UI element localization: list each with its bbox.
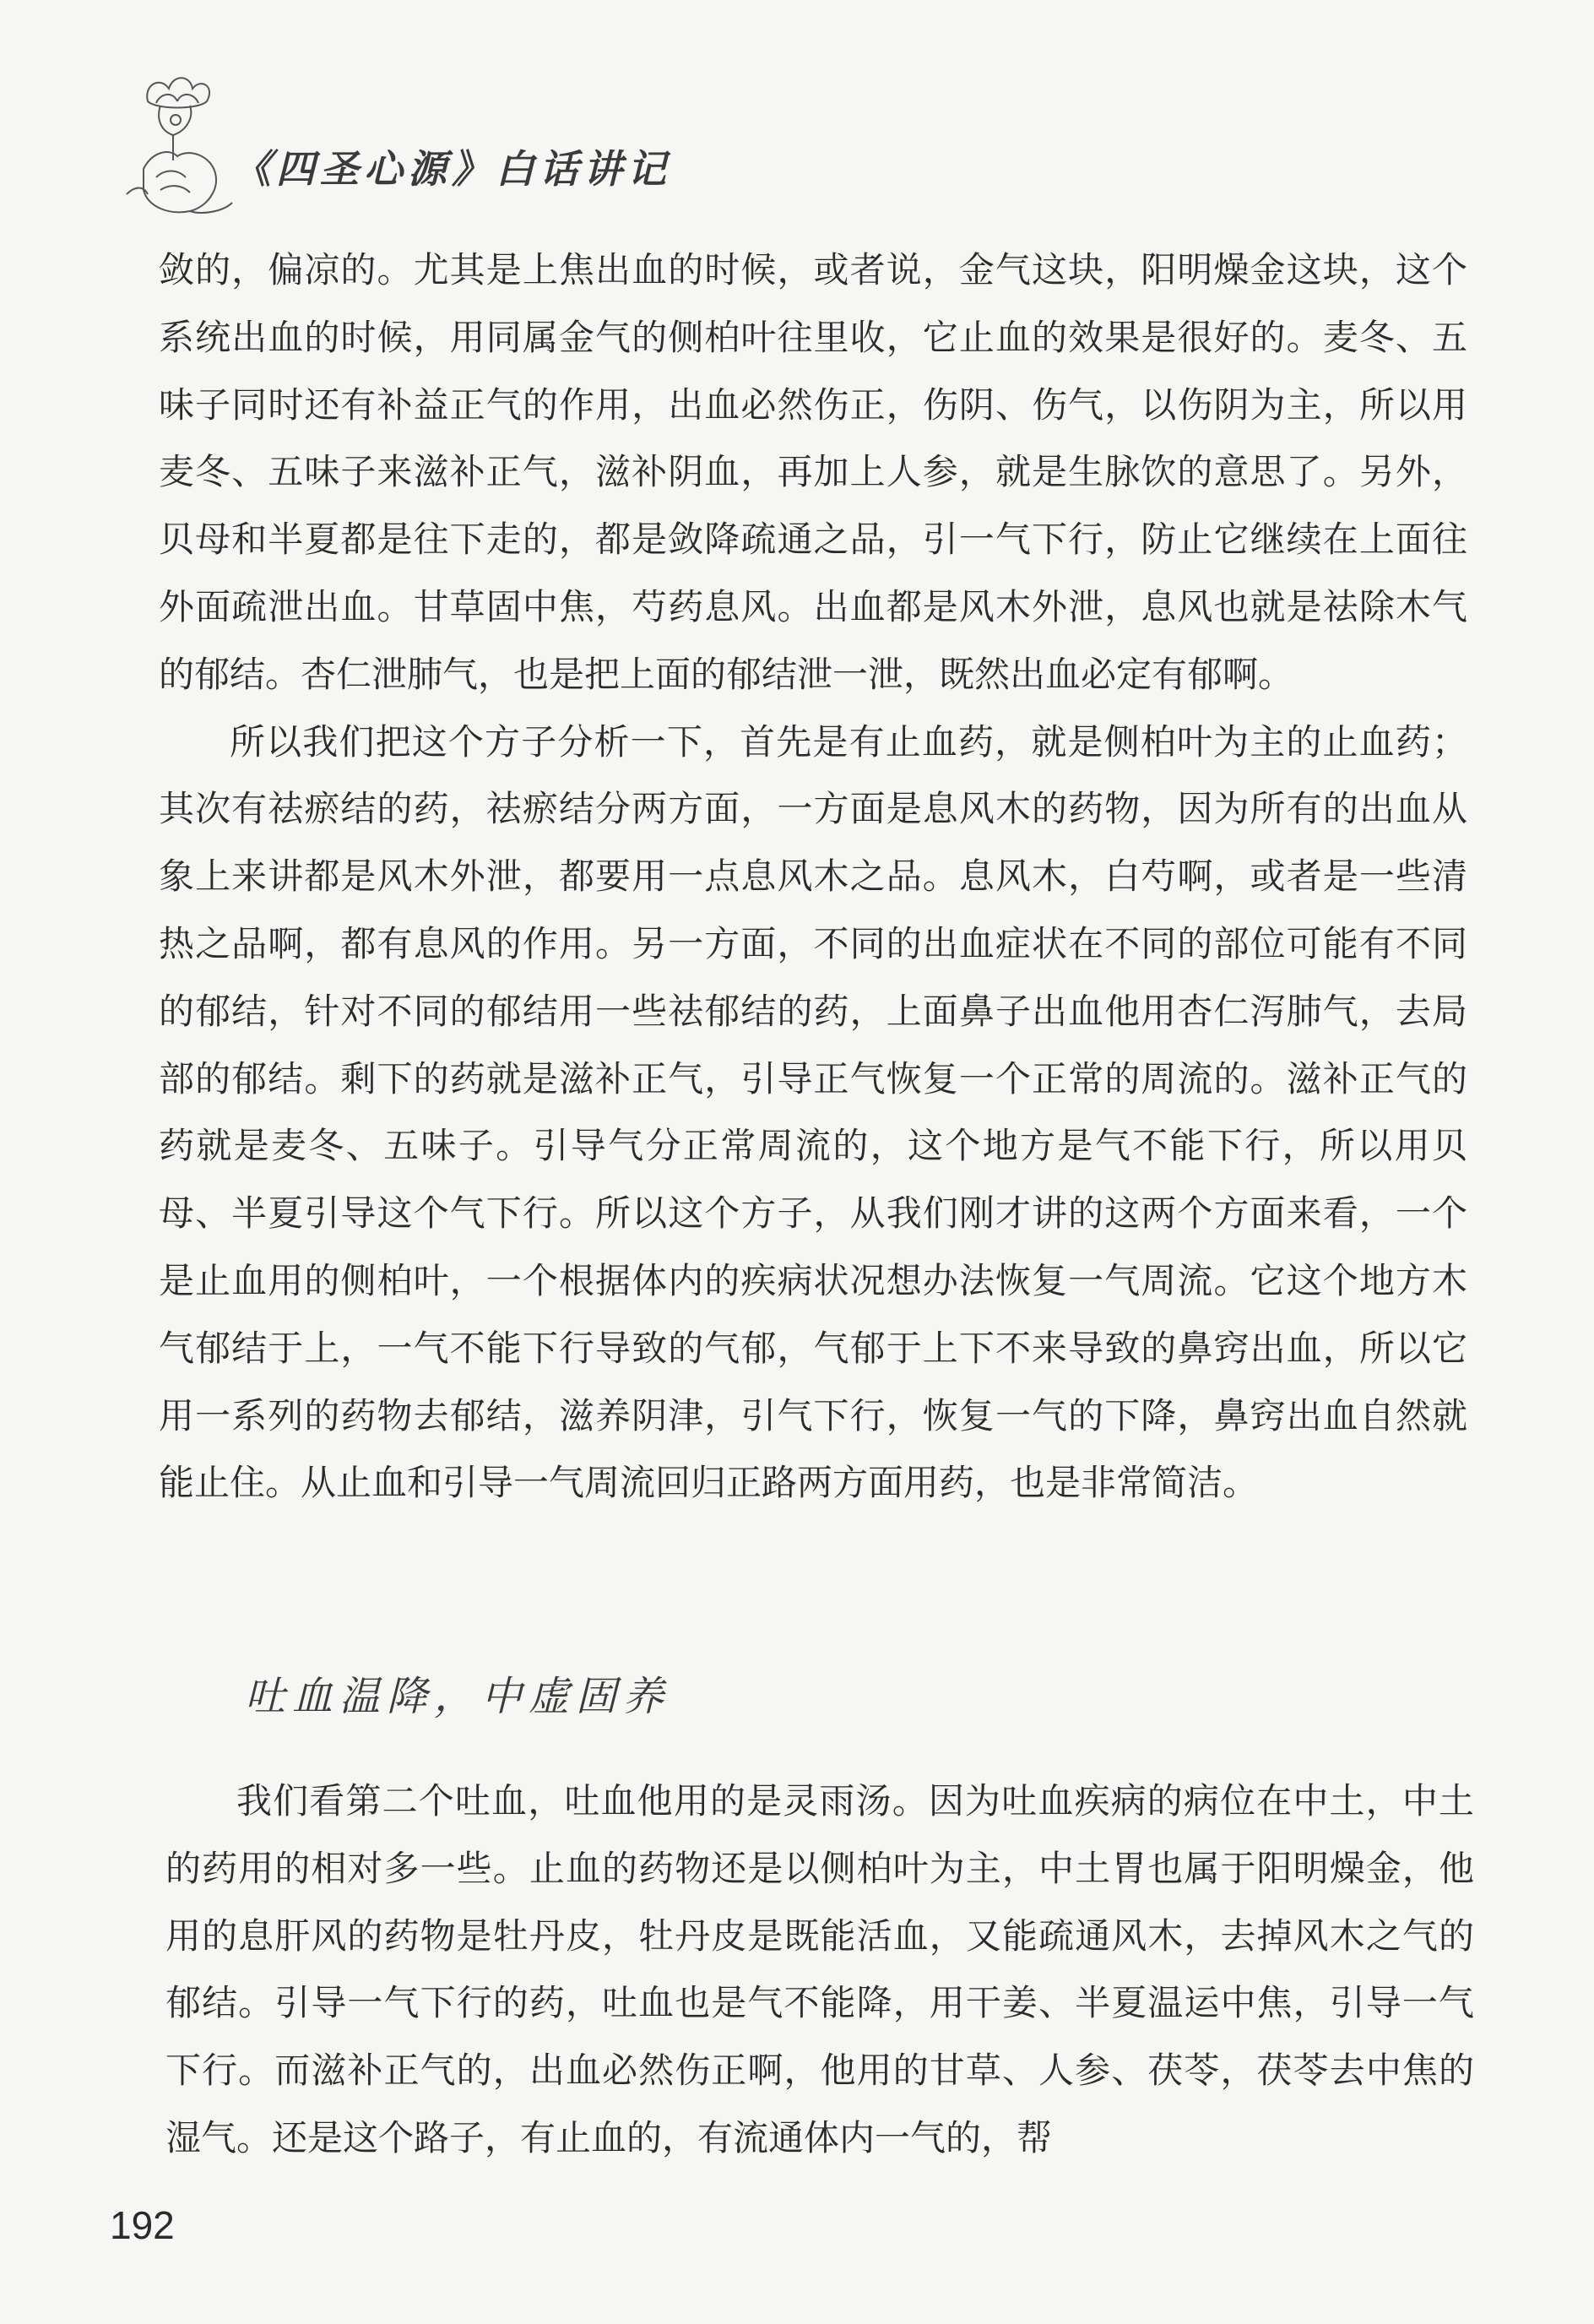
page-number: 192 [110, 2203, 175, 2247]
section-heading: 吐血温降，中虚固养 [245, 1673, 671, 1720]
body-text-block-1 [159, 236, 1467, 1517]
lotus-hand-icon [110, 68, 236, 228]
paragraph-2: 所以我们把这个方子分析一下，首先是有止血药，就是侧柏叶为主的止血药；其次有祛瘀结的药，祛瘀结分两方面，一方面是息风木的药物，因为所有的出血从象上来讲都是风木外泄，都要用一点息风木之品。息风木，白芍啊，或者是一些清热之品啊，都有息风的作用。另一方面，不同的出血症状在不同的部位可能有不同的郁结，针对不同的郁结用一些祛郁结的药，上面鼻子出血他用杏仁泻肺气，去局部的郁结。剩下的药就是滋补正气，引导正气恢复一个正常的周流的。滋补正气的药就是麦冬、五味子。引导气分正常周流的，这个地方是气不能下行，所以用贝母、半夏引导这个气下行。所以这个方子，从我们刚才讲的这两个方面来看，一个是止血用的侧柏叶，一个根据体内的疾病状况想办法恢复一气周流。它这个地方木气郁结于上，一气不能下行导致的气郁，气郁于上下不来导致的鼻窍出血，所以它用一系列的药物去郁结，滋养阴津，引气下行，恢复一气的下降，鼻窍出血自然就能止住。从止血和引导一气周流回归正路两方面用药，也是非常简洁。 [159, 720, 1467, 1504]
running-title: 《四圣心源》白话讲记 [232, 146, 671, 192]
page-header [110, 68, 785, 236]
body-text-block-2 [165, 1767, 1474, 2172]
paragraph-3: 我们看第二个吐血，吐血他用的是灵雨汤。因为吐血疾病的病位在中土，中土的药用的相对多一些。止血的药物还是以侧柏叶为主，中土胃也属于阳明燥金，他用的息肝风的药物是牡丹皮，牡丹皮是既能活血，又能疏通风木，去掉风木之气的郁结。引导一气下行的药，吐血也是气不能降，用干姜、半夏温运中焦，引导一气下行。而滋补正气的，出血必然伤正啊，他用的甘草、人参、茯苓，茯苓去中焦的湿气。还是这个路子，有止血的，有流通体内一气的，帮 [165, 1780, 1474, 2158]
paragraph-1: 敛的，偏凉的。尤其是上焦出血的时候，或者说，金气这块，阳明燥金这块，这个系统出血的时候，用同属金气的侧柏叶往里收，它止血的效果是很好的。麦冬、五味子同时还有补益正气的作用，出血必然伤正，伤阴、伤气，以伤阴为主，所以用麦冬、五味子来滋补正气，滋补阴血，再加上人参，就是生脉饮的意思了。另外，贝母和半夏都是往下走的，都是敛降疏通之品，引一气下行，防止它继续在上面往外面疏泄出血。甘草固中焦，芍药息风。出血都是风木外泄，息风也就是祛除木气的郁结。杏仁泄肺气，也是把上面的郁结泄一泄，既然出血必定有郁啊。 [159, 249, 1467, 695]
